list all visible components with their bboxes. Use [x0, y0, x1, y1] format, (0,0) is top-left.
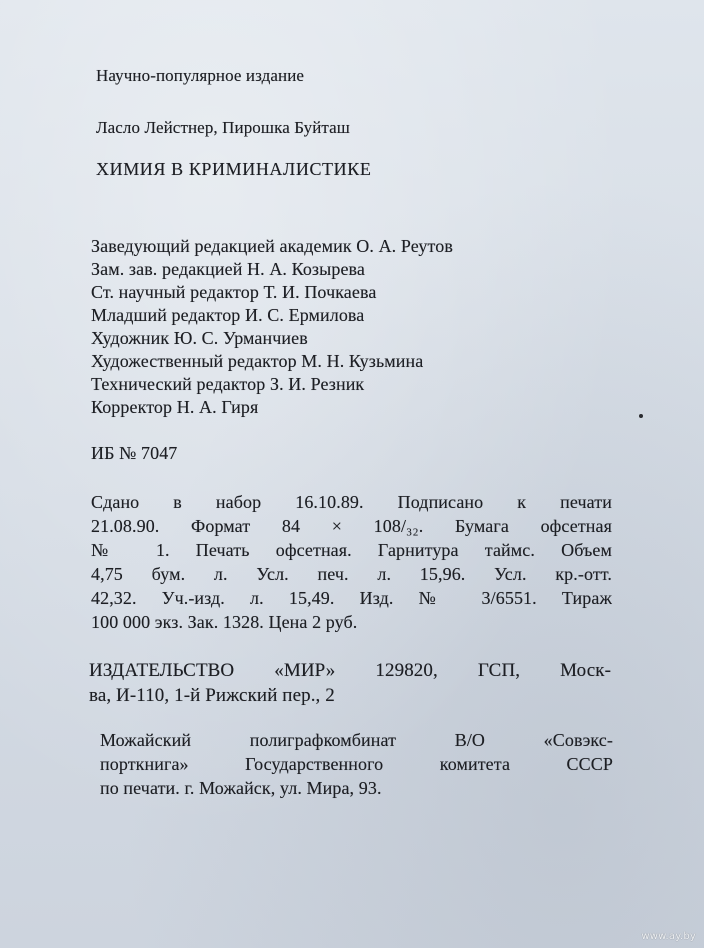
print-details-line: № 1. Печать офсетная. Гарнитура таймс. Объем	[91, 540, 612, 560]
printer-line: по печати. г. Можайск, ул. Мира, 93.	[100, 778, 382, 798]
staff-line: Художественный редактор М. Н. Кузьмина	[91, 351, 424, 371]
print-details-line: 4,75 бум. л. Усл. печ. л. 15,96. Усл. кр.-отт.	[91, 564, 612, 584]
ib-number: ИБ № 7047	[91, 443, 178, 463]
staff-line: Младший редактор И. С. Ермилова	[91, 305, 365, 325]
publisher-line: ИЗДАТЕЛЬСТВО «МИР» 129820, ГСП, Моск-	[89, 660, 611, 681]
print-details-line: Сдано в набор 16.10.89. Подписано к печати	[91, 492, 612, 512]
printer-line: Можайский полиграфкомбинат В/О «Совэкс-	[100, 730, 613, 750]
publisher-line: ва, И-110, 1-й Рижский пер., 2	[89, 685, 335, 706]
staff-line: Зам. зав. редакцией Н. А. Козырева	[91, 259, 365, 279]
print-details-line: 100 000 экз. Зак. 1328. Цена 2 руб.	[91, 612, 358, 632]
ink-speck	[639, 414, 643, 418]
edition-type: Научно-популярное издание	[96, 66, 305, 85]
staff-line: Корректор Н. А. Гиря	[91, 397, 259, 417]
book-title: ХИМИЯ В КРИМИНАЛИСТИКЕ	[96, 159, 372, 179]
print-details-line: 42,32. Уч.-изд. л. 15,49. Изд. № 3/6551. Тираж	[91, 588, 612, 608]
watermark: www.ay.by	[641, 931, 696, 942]
print-details-line: 21.08.90. Формат 84 × 108/₃₂. Бумага офсетная	[91, 516, 612, 536]
staff-line: Художник Ю. С. Урманчиев	[91, 328, 308, 348]
staff-line: Заведующий редакцией академик О. А. Реутов	[91, 236, 453, 256]
authors: Ласло Лейстнер, Пирошка Буйташ	[96, 118, 350, 137]
staff-line: Ст. научный редактор Т. И. Почкаева	[91, 282, 377, 302]
staff-line: Технический редактор З. И. Резник	[91, 374, 365, 394]
printer-line: порткнига» Государственного комитета СССР	[100, 754, 613, 774]
